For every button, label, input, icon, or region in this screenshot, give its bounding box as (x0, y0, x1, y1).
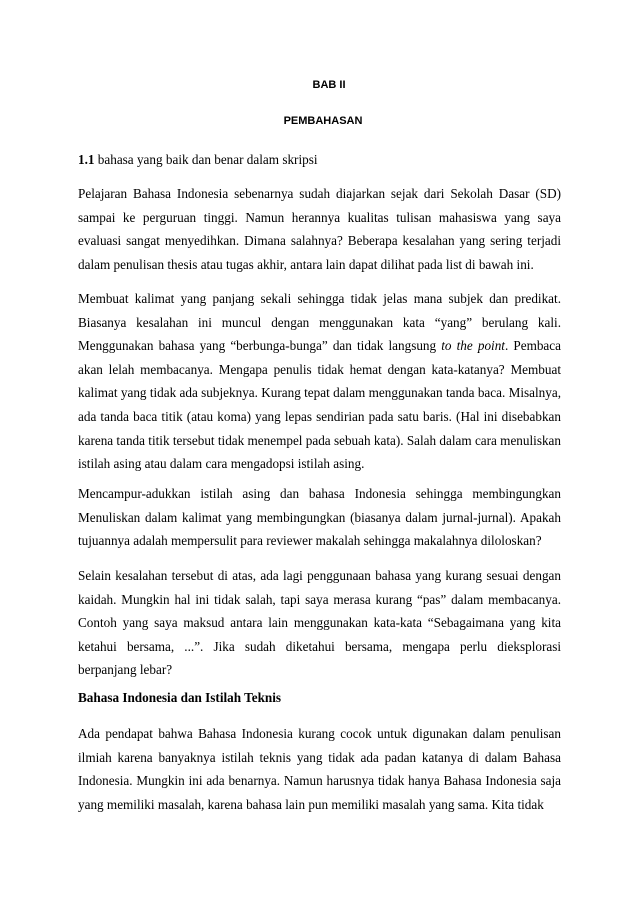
paragraph-2 (78, 287, 561, 476)
paragraph-2-text-b: . Pembaca akan lelah membacanya. Mengapa penulis tidak hemat dengan kata-katanya? Membuat kalimat yang tidak ada subjeknya. Kurang tepat dalam menggunakan tanda baca. Misalnya, ada tanda baca titik (atau koma) yang lepas sendirian pada satu baris. (Hal ini disebabkan karena tanda titik tersebut tidak menempel pada sebuah kata). Salah dalam cara menuliskan istilah asing atau dalam cara mengadopsi istilah asing. (78, 338, 561, 472)
section-number: 1.1 (78, 152, 95, 167)
section-heading-2: Bahasa Indonesia dan Istilah Teknis (78, 690, 282, 705)
chapter-title: PEMBAHASAN (283, 115, 363, 127)
section-heading-1-1 (78, 150, 561, 170)
paragraph-3: Mencampur-adukkan istilah asing dan bahasa Indonesia sehingga membingungkan Menuliskan dalam kalimat yang membingungkan (biasanya dalam jurnal-jurnal). Apakah tujuannya adalah mempersulit para reviewer makalah sehingga makalahnya diloloskan? (78, 486, 561, 549)
paragraph-4: Selain kesalahan tersebut di atas, ada lagi penggunaan bahasa yang kurang sesuai dengan kaidah. Mungkin hal ini tidak salah, tapi saya merasa kurang “pas” dalam membacanya. Contoh yang saya maksud antara lain menggunakan kata-kata “Sebagaimana yang kita ketahui bersama, ...”. Jika sudah diketahui bersama, mengapa perlu dieksplorasi berpanjang lebar? (78, 568, 561, 678)
paragraph-1: Pelajaran Bahasa Indonesia sebenarnya sudah diajarkan sejak dari Sekolah Dasar (SD) sampai ke perguruan tinggi. Namun herannya kualitas tulisan mahasiswa yang saya evaluasi sangat menyedihkan. Dimana salahnya? Beberapa kesalahan yang sering terjadi dalam penulisan thesis atau tugas akhir, antara lain dapat dilihat pada list di bawah ini. (78, 186, 561, 272)
paragraph-2-italic: to the point (441, 338, 505, 354)
paragraph-5: Ada pendapat bahwa Bahasa Indonesia kurang cocok untuk digunakan dalam penulisan ilmiah karena banyaknya istilah teknis yang tidak ada padan katanya di dalam Bahasa Indonesia. Mungkin ini ada benarnya. Namun harusnya tidak hanya Bahasa Indonesia saja yang memiliki masalah, karena bahasa lain pun memiliki masalah yang sama. Kita tidak (78, 726, 561, 812)
paragraph-2-text-a: Membuat kalimat yang panjang sekali sehingga tidak jelas mana subjek dan predikat. Biasanya kesalahan ini muncul dengan menggunakan kata “yang” berulang kali. Menggunakan bahasa yang “berbunga-bunga” dan tidak langsung (78, 291, 561, 354)
section-title: bahasa yang baik dan benar dalam skripsi (94, 152, 318, 167)
chapter-heading: BAB II (312, 79, 346, 91)
